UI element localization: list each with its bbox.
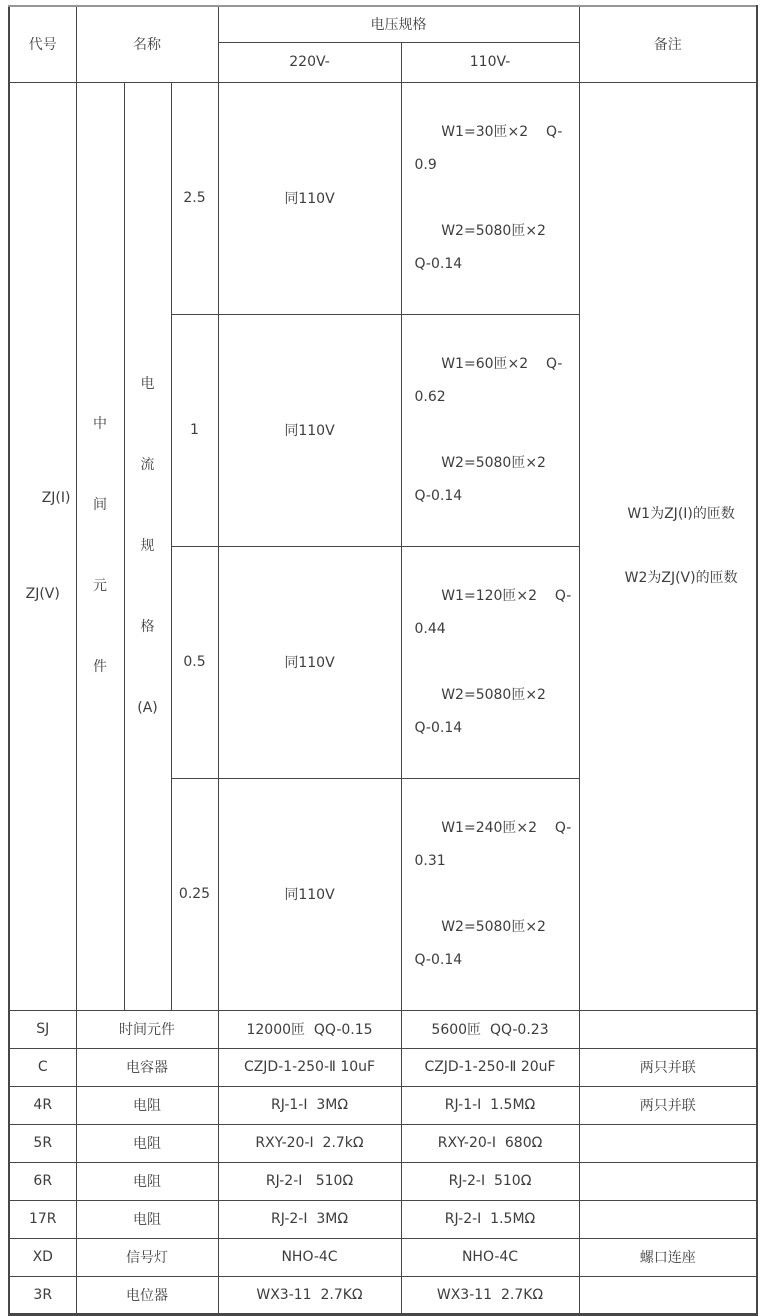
row-110v-value: RJ-2-Ⅰ 1.5MΩ [401, 1200, 579, 1238]
row-110v-value: CZJD-1-250-Ⅱ 20uF [401, 1048, 579, 1086]
table-row-5r [9, 1124, 757, 1162]
table-row-xd [9, 1238, 757, 1276]
header-remarks: 备注 [579, 6, 757, 82]
row-remark: 两只并联 [579, 1086, 757, 1124]
zj-code-line2: ZJ(V) [25, 586, 60, 602]
row-name: 电阻 [76, 1086, 218, 1124]
row-code: XD [9, 1238, 76, 1276]
zj-110v-value: W1=240匝×2 Q-0.31 W2=5080匝×2 Q-0.14 [401, 778, 579, 1010]
row-220v-value: 12000匝 QQ-0.15 [218, 1010, 401, 1048]
zj-remark-line1: W1为ZJ(I)的匝数 [627, 506, 735, 522]
zj-name-current-spec: 电 流 规 格 (A) [124, 82, 171, 1010]
row-code: 17R [9, 1200, 76, 1238]
header-code: 代号 [9, 6, 76, 82]
row-name: 电容器 [76, 1048, 218, 1086]
row-220v-value: RJ-2-Ⅰ 510Ω [218, 1162, 401, 1200]
row-remark: 两只并联 [579, 1048, 757, 1086]
row-name: 电阻 [76, 1124, 218, 1162]
header-voltage-spec: 电压规格 [218, 6, 579, 42]
table-row-3r [9, 1276, 757, 1314]
zj-220v-value: 同110V [218, 314, 401, 546]
row-110v-value: RJ-1-Ⅰ 1.5MΩ [401, 1086, 579, 1124]
row-220v-value: WX3-11 2.7KΩ [218, 1276, 401, 1314]
table-row-17r [9, 1200, 757, 1238]
row-remark [579, 1276, 757, 1314]
zj-code-cell [9, 82, 76, 1010]
zj-name-intermediate-element: 中 间 元 件 [76, 82, 124, 1010]
row-code: 6R [9, 1162, 76, 1200]
row-220v-value: RJ-2-Ⅰ 3MΩ [218, 1200, 401, 1238]
zj-220v-value: 同110V [218, 778, 401, 1010]
zj-110v-value: W1=60匝×2 Q-0.62 W2=5080匝×2 Q-0.14 [401, 314, 579, 546]
header-row-1 [9, 6, 757, 42]
table-row-c [9, 1048, 757, 1086]
zj-110v-value: W1=30匝×2 Q-0.9 W2=5080匝×2 Q-0.14 [401, 82, 579, 314]
zj-current-value: 0.25 [171, 778, 218, 1010]
table-row-4r [9, 1086, 757, 1124]
row-code: 5R [9, 1124, 76, 1162]
zj-remark-line2: W2为ZJ(V)的匝数 [624, 570, 738, 586]
table-row-sj [9, 1010, 757, 1048]
header-110v: 110V- [401, 42, 579, 82]
row-110v-value: WX3-11 2.7KΩ [401, 1276, 579, 1314]
row-code: 4R [9, 1086, 76, 1124]
row-name: 电阻 [76, 1200, 218, 1238]
row-name: 电阻 [76, 1162, 218, 1200]
row-220v-value: CZJD-1-250-Ⅱ 10uF [218, 1048, 401, 1086]
row-code: 3R [9, 1276, 76, 1314]
row-name: 时间元件 [76, 1010, 218, 1048]
row-110v-value: RXY-20-Ⅰ 680Ω [401, 1124, 579, 1162]
zj-remark-cell [579, 82, 757, 1010]
row-name: 信号灯 [76, 1238, 218, 1276]
row-remark [579, 1124, 757, 1162]
row-220v-value: NHO-4C [218, 1238, 401, 1276]
zj-current-value: 2.5 [171, 82, 218, 314]
zj-220v-value: 同110V [218, 546, 401, 778]
row-name: 电位器 [76, 1276, 218, 1314]
zj-code-line1: ZJ(I) [41, 490, 71, 506]
header-220v: 220V- [218, 42, 401, 82]
zj-110v-value: W1=120匝×2 Q-0.44 W2=5080匝×2 Q-0.14 [401, 546, 579, 778]
row-110v-value: RJ-2-Ⅰ 510Ω [401, 1162, 579, 1200]
row-220v-value: RXY-20-Ⅰ 2.7kΩ [218, 1124, 401, 1162]
row-code: SJ [9, 1010, 76, 1048]
zj-220v-value: 同110V [218, 82, 401, 314]
table-row-6r [9, 1162, 757, 1200]
table-row-zj-2.5 [9, 82, 757, 314]
row-220v-value: RJ-1-Ⅰ 3MΩ [218, 1086, 401, 1124]
row-remark: 螺口连座 [579, 1238, 757, 1276]
row-remark [579, 1200, 757, 1238]
row-code: C [9, 1048, 76, 1086]
header-name: 名称 [76, 6, 218, 82]
row-remark [579, 1010, 757, 1048]
row-110v-value: 5600匝 QQ-0.23 [401, 1010, 579, 1048]
row-remark [579, 1162, 757, 1200]
zj-current-value: 0.5 [171, 546, 218, 778]
component-spec-table [8, 5, 758, 1316]
row-110v-value: NHO-4C [401, 1238, 579, 1276]
zj-current-value: 1 [171, 314, 218, 546]
